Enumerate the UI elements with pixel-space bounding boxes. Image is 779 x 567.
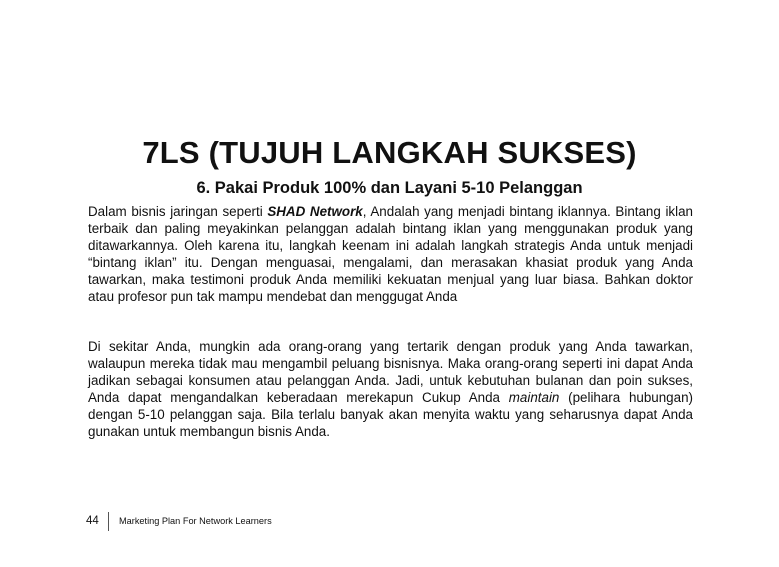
paragraph-1-text-start: Dalam bisnis jaringan seperti: [88, 204, 268, 219]
footer-book-title: Marketing Plan For Network Learners: [119, 516, 272, 526]
body-paragraph-2: [88, 338, 693, 441]
brand-name-emphasis: SHAD Network: [267, 204, 363, 219]
body-paragraph-1: [88, 203, 693, 306]
footer-divider: [108, 512, 109, 531]
paragraph-2-text-end: (pelihara hubungan) dengan 5-10 pelanggan saja. Bila terlalu banyak akan menyita waktu yang seharusnya dapat Anda gunakan untuk membangun bisnis Anda.: [88, 390, 693, 440]
maintain-emphasis: maintain: [508, 390, 560, 406]
paragraph-2-text-start: Di sekitar Anda, mungkin ada orang-orang yang tertarik dengan produk yang Anda tawarkan, walaupun mereka tidak mau mengambil peluang bisnisnya. Maka orang-orang seperti ini dapat Anda jadikan sebagai konsumen atau pelanggan Anda. Jadi, untuk kebutuhan bulanan dan poin sukses, Anda dapat mengandalkan keberadaan merekapun Cukup Anda: [88, 339, 693, 406]
section-heading: 6. Pakai Produk 100% dan Layani 5-10 Pelanggan: [196, 178, 583, 197]
paragraph-1-text-end: , Andalah yang menjadi bintang iklannya. Bintang iklan terbaik dan paling meyakinkan pelanggan adalah bintang iklan yang menggunakan produk yang ditawarkannya. Oleh karena itu, langkah keenam ini adalah langkah strategis Anda untuk menjadi “bintang iklan” itu. Dengan menguasai, mengalami, dan merasakan khasiat produk yang Anda tawarkan, maka testimoni produk Anda memiliki kekuatan menjual yang luar biasa. Bahkan doktor atau profesor pun tak mampu mendebat dan menggugat Anda: [88, 204, 693, 305]
page-title: 7LS (TUJUH LANGKAH SUKSES): [142, 134, 637, 170]
page-number: 44: [86, 515, 99, 527]
